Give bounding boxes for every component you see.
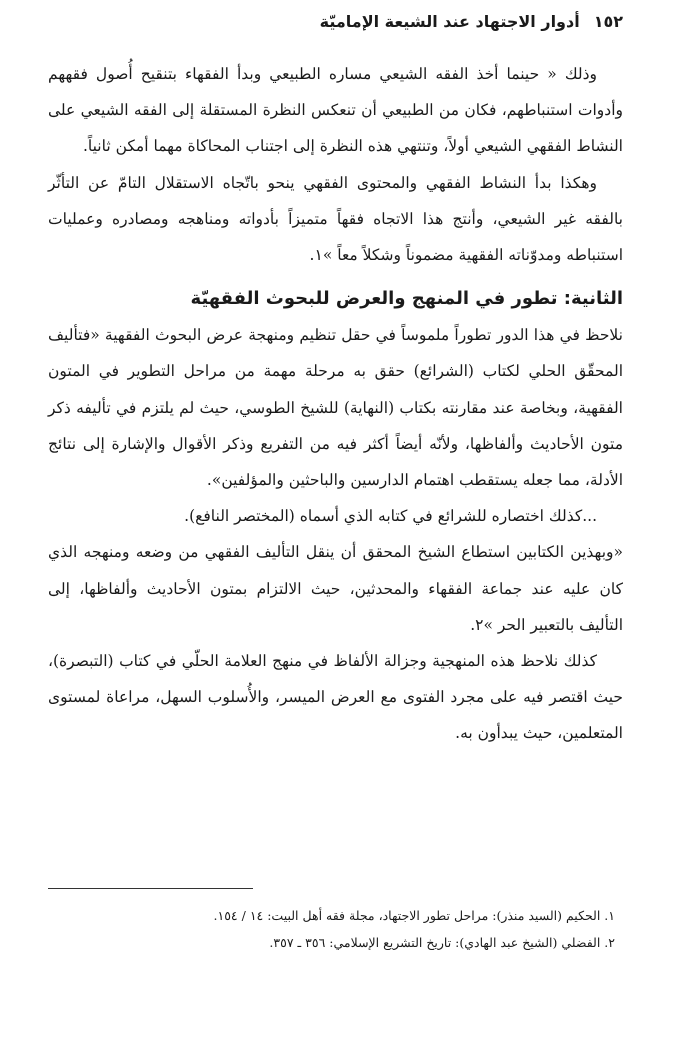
footnote: ٢. الفضلي (الشيخ عبد الهادي): تاريخ التشريع الإسلامي: ٣٥٦ ـ ٣٥٧. (269, 935, 615, 950)
footnote-divider (48, 888, 253, 889)
paragraph: وذلك « حينما أخذ الفقه الشيعي مساره الطبيعي وبدأ الفقهاء بتنقيح أُصول فقههم وأدوات استنباطهم، فكان من الطبيعي أن تنعكس النظرة المستقلة إلى الفقه الشيعي على النشاط الفقهي الشيعي أولاً، وتنتهي هذه النظرة إلى اجتناب المحاكاة مهما أمكن ثانياً. (48, 65, 623, 156)
paragraph: ...كذلك اختصاره للشرائع في كتابه الذي أسماه (المختصر النافع). (184, 507, 597, 526)
footnote: ١. الحكيم (السيد منذر): مراحل تطور الاجتهاد، مجلة فقه أهل البيت: ١٤ / ١٥٤. (213, 908, 615, 923)
paragraph: نلاحظ في هذا الدور تطوراً ملموساً في حقل تنظيم ومنهجة عرض البحوث الفقهية «فتأليف المحقّق الحلي لكتاب (الشرائع) حقق به مرحلة مهمة من مراحل التطوير في المتون الفقهية، وبخاصة عند مقارنته بكتاب (النهاية) للشيخ الطوسي، حيث لم يلتزم في تأليفه ذكر متون الأحاديث وألفاظها، ولأنّه أيضاً أكثر فيه من التفريع وذكر الأقوال والإشارة إلى نتائج الأدلة، مما جعله يستقطب اهتمام الدارسين والباحثين والمؤلفين». (48, 326, 623, 490)
paragraph: وهكذا بدأ النشاط الفقهي والمحتوى الفقهي ينحو باتّجاه الاستقلال التامّ عن التأثّر بالفقه غير الشيعي، وأنتج هذا الاتجاه فقهاً متميزاً بأدواته ومناهجه ومصادره وعمليات استنباطه ومدوّناته الفقهية مضموناً وشكلاً معاً »١. (48, 173, 623, 265)
running-title: أدوار الاجتهاد عند الشيعة الإماميّة (319, 12, 580, 31)
page-number: ١٥٢ (593, 12, 623, 31)
book-page (48, 0, 623, 1053)
section-heading: الثانية: تطور في المنهج والعرض للبحوث الفقهيّة (190, 288, 623, 310)
running-header (48, 10, 623, 34)
paragraph: كذلك نلاحظ هذه المنهجية وجزالة الألفاظ في منهج العلامة الحلّي في كتاب (التبصرة)، حيث اقتصر فيه على مجرد الفتوى مع العرض الميسر، والأُسلوب السهل، مراعاة لمستوى المتعلمين، حيث يبدأون به. (48, 652, 623, 743)
paragraph: «وبهذين الكتابين استطاع الشيخ المحقق أن ينقل التأليف الفقهي من وضعه ومنهجه الذي كان عليه عند جماعة الفقهاء والمحدثين، حيث الالتزام بمتون الأحاديث وألفاظها، إلى التأليف بالتعبير الحر »٢. (48, 543, 623, 634)
body-text (48, 56, 623, 752)
footnotes (48, 902, 623, 956)
